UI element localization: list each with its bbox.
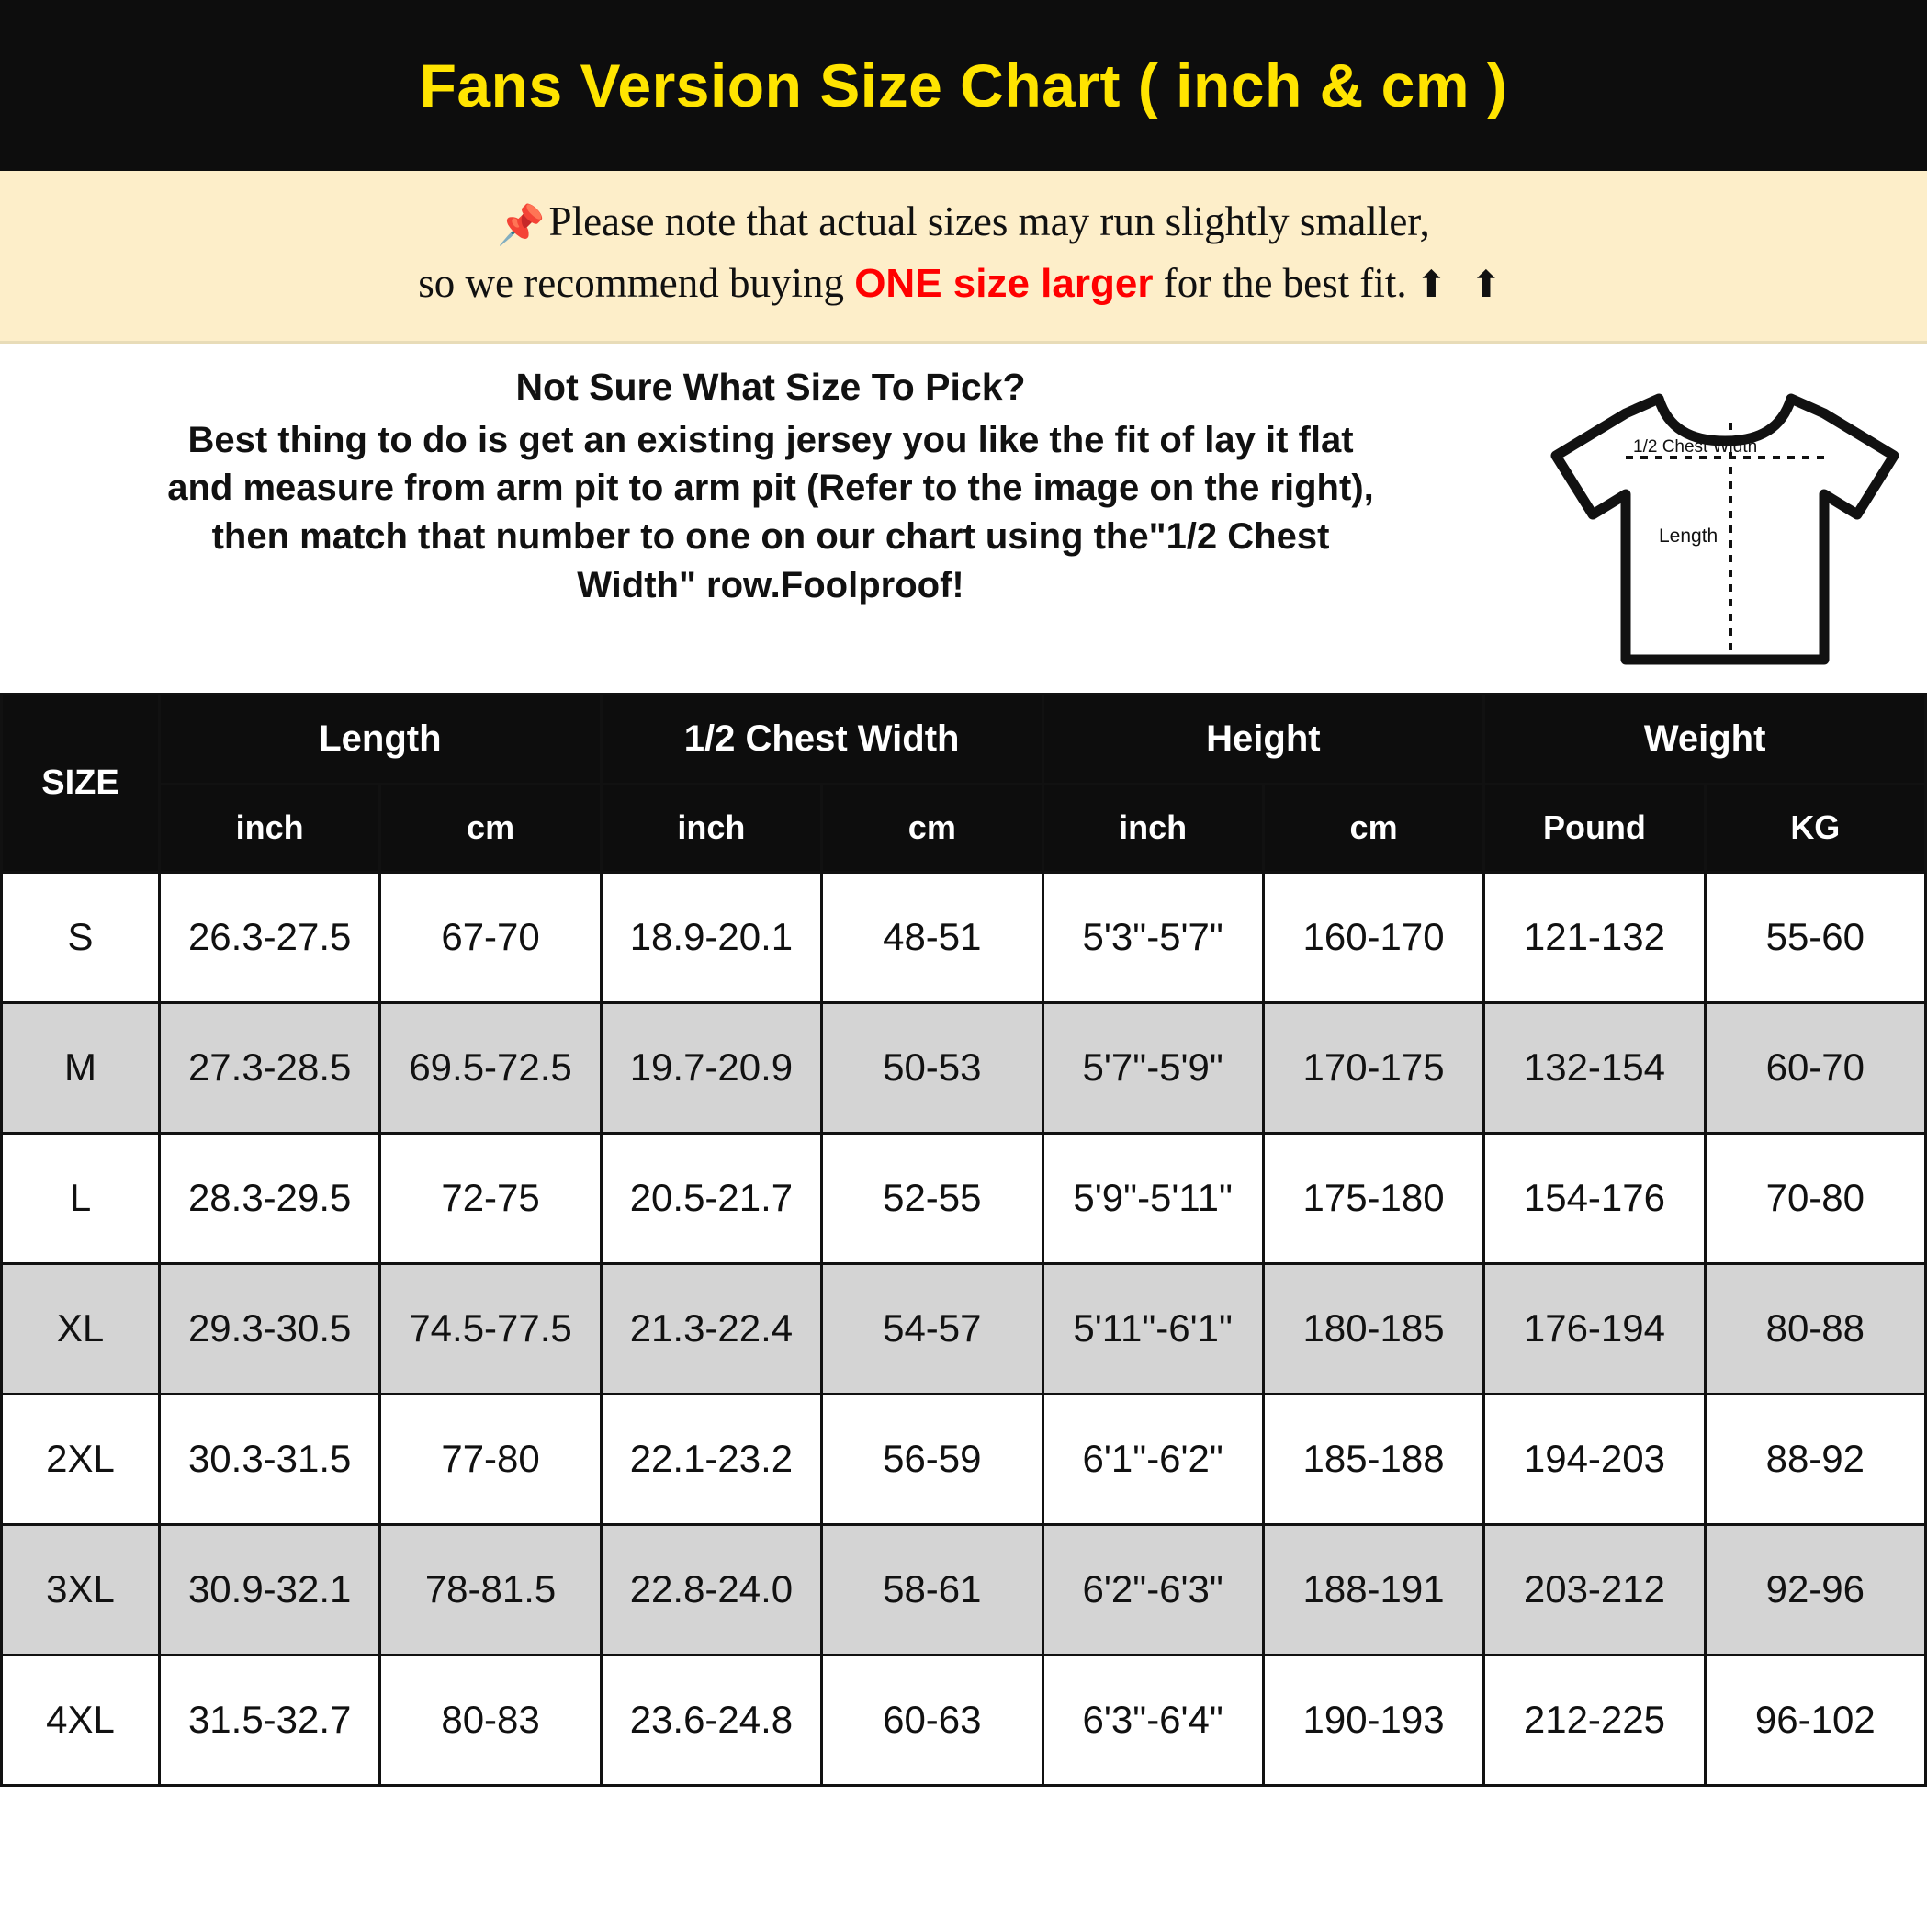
header-unit-height-cm: cm [1263,784,1483,872]
cell-length-inch: 27.3-28.5 [160,1002,380,1133]
help-heading: Not Sure What Size To Pick? [515,365,1026,408]
cell-length-inch: 30.9-32.1 [160,1524,380,1655]
page-title: Fans Version Size Chart ( inch & cm ) [419,51,1508,119]
cell-chest-inch: 18.9-20.1 [601,872,821,1002]
tshirt-diagram [1532,360,1918,680]
cell-chest-inch: 20.5-21.7 [601,1133,821,1263]
cell-length-cm: 74.5-77.5 [380,1263,601,1394]
cell-height-inch: 5'9"-5'11" [1042,1133,1263,1263]
note-emphasis: ONE size larger [854,260,1154,306]
cell-weight-pound: 203-212 [1484,1524,1705,1655]
header-group-height: Height [1042,694,1484,784]
table-row [2,1263,1926,1394]
cell-chest-cm: 58-61 [822,1524,1042,1655]
header-unit-chest-cm: cm [822,784,1042,872]
cell-height-cm: 160-170 [1263,872,1483,1002]
cell-size: S [2,872,160,1002]
cell-height-cm: 180-185 [1263,1263,1483,1394]
header-unit-weight-pound: Pound [1484,784,1705,872]
table-body [2,872,1926,1785]
cell-weight-kg: 55-60 [1705,872,1925,1002]
cell-chest-cm: 56-59 [822,1394,1042,1524]
table-row [2,1524,1926,1655]
cell-weight-pound: 176-194 [1484,1263,1705,1394]
table-row [2,872,1926,1002]
cell-height-inch: 6'2"-6'3" [1042,1524,1263,1655]
note-text-2-post: for the best fit. [1153,259,1407,306]
header-group-chest: 1/2 Chest Width [601,694,1042,784]
cell-height-inch: 6'1"-6'2" [1042,1394,1263,1524]
size-table-wrap [0,693,1927,1932]
header-size: SIZE [2,694,160,872]
table-row [2,1655,1926,1785]
cell-height-inch: 6'3"-6'4" [1042,1655,1263,1785]
help-text [9,360,1532,610]
cell-chest-inch: 22.1-23.2 [601,1394,821,1524]
pushpin-icon: 📌 [497,205,546,247]
cell-size: M [2,1002,160,1133]
header-unit-length-cm: cm [380,784,601,872]
cell-height-inch: 5'3"-5'7" [1042,872,1263,1002]
cell-length-cm: 69.5-72.5 [380,1002,601,1133]
help-line-2: and measure from arm pit to arm pit (Refer to the image on the right), [167,468,1374,509]
cell-chest-cm: 50-53 [822,1002,1042,1133]
cell-height-cm: 188-191 [1263,1524,1483,1655]
cell-size: L [2,1133,160,1263]
table-head [2,694,1926,872]
header-unit-height-inch: inch [1042,784,1263,872]
cell-chest-inch: 23.6-24.8 [601,1655,821,1785]
cell-height-inch: 5'7"-5'9" [1042,1002,1263,1133]
cell-length-inch: 30.3-31.5 [160,1394,380,1524]
cell-size: 4XL [2,1655,160,1785]
up-arrows-icon: ⬆ ⬆ [1415,263,1509,305]
header-unit-length-inch: inch [160,784,380,872]
cell-chest-cm: 60-63 [822,1655,1042,1785]
note-text-1: Please note that actual sizes may run slightly smaller, [548,198,1430,244]
cell-weight-kg: 92-96 [1705,1524,1925,1655]
cell-chest-inch: 22.8-24.0 [601,1524,821,1655]
table-row [2,1002,1926,1133]
size-table [0,693,1927,1787]
cell-height-cm: 175-180 [1263,1133,1483,1263]
cell-length-inch: 31.5-32.7 [160,1655,380,1785]
table-row [2,1394,1926,1524]
cell-size: XL [2,1263,160,1394]
cell-weight-kg: 80-88 [1705,1263,1925,1394]
cell-length-cm: 80-83 [380,1655,601,1785]
cell-height-inch: 5'11"-6'1" [1042,1263,1263,1394]
tshirt-icon [1541,367,1909,680]
cell-length-cm: 67-70 [380,872,601,1002]
note-text-2-pre: so we recommend buying [418,259,855,306]
cell-weight-pound: 154-176 [1484,1133,1705,1263]
table-row [2,1133,1926,1263]
cell-size: 2XL [2,1394,160,1524]
cell-weight-kg: 96-102 [1705,1655,1925,1785]
cell-weight-kg: 60-70 [1705,1002,1925,1133]
note-line-2 [37,254,1890,313]
help-line-4: Width" row.Foolproof! [577,564,964,605]
cell-height-cm: 185-188 [1263,1394,1483,1524]
cell-length-inch: 26.3-27.5 [160,872,380,1002]
cell-weight-kg: 88-92 [1705,1394,1925,1524]
cell-weight-kg: 70-80 [1705,1133,1925,1263]
title-bar [0,0,1927,171]
cell-chest-inch: 21.3-22.4 [601,1263,821,1394]
cell-height-cm: 190-193 [1263,1655,1483,1785]
cell-length-cm: 78-81.5 [380,1524,601,1655]
table-unit-row [2,784,1926,872]
cell-height-cm: 170-175 [1263,1002,1483,1133]
help-line-3: then match that number to one on our chart using the"1/2 Chest [211,516,1330,558]
cell-chest-cm: 54-57 [822,1263,1042,1394]
cell-chest-inch: 19.7-20.9 [601,1002,821,1133]
help-block [0,344,1927,693]
header-group-weight: Weight [1484,694,1926,784]
header-unit-chest-inch: inch [601,784,821,872]
length-label: Length [1659,525,1719,547]
cell-length-cm: 77-80 [380,1394,601,1524]
cell-chest-cm: 48-51 [822,872,1042,1002]
chest-width-label: 1/2 Chest Width [1633,436,1758,457]
table-group-row [2,694,1926,784]
cell-chest-cm: 52-55 [822,1133,1042,1263]
cell-weight-pound: 194-203 [1484,1394,1705,1524]
cell-weight-pound: 121-132 [1484,872,1705,1002]
cell-size: 3XL [2,1524,160,1655]
help-line-1: Best thing to do is get an existing jersey you like the fit of lay it flat [187,419,1354,460]
cell-weight-pound: 212-225 [1484,1655,1705,1785]
cell-length-cm: 72-75 [380,1133,601,1263]
cell-weight-pound: 132-154 [1484,1002,1705,1133]
cell-length-inch: 28.3-29.5 [160,1133,380,1263]
note-band [0,171,1927,344]
header-group-length: Length [160,694,602,784]
header-unit-weight-kg: KG [1705,784,1925,872]
cell-length-inch: 29.3-30.5 [160,1263,380,1394]
note-line-1 [37,193,1890,254]
